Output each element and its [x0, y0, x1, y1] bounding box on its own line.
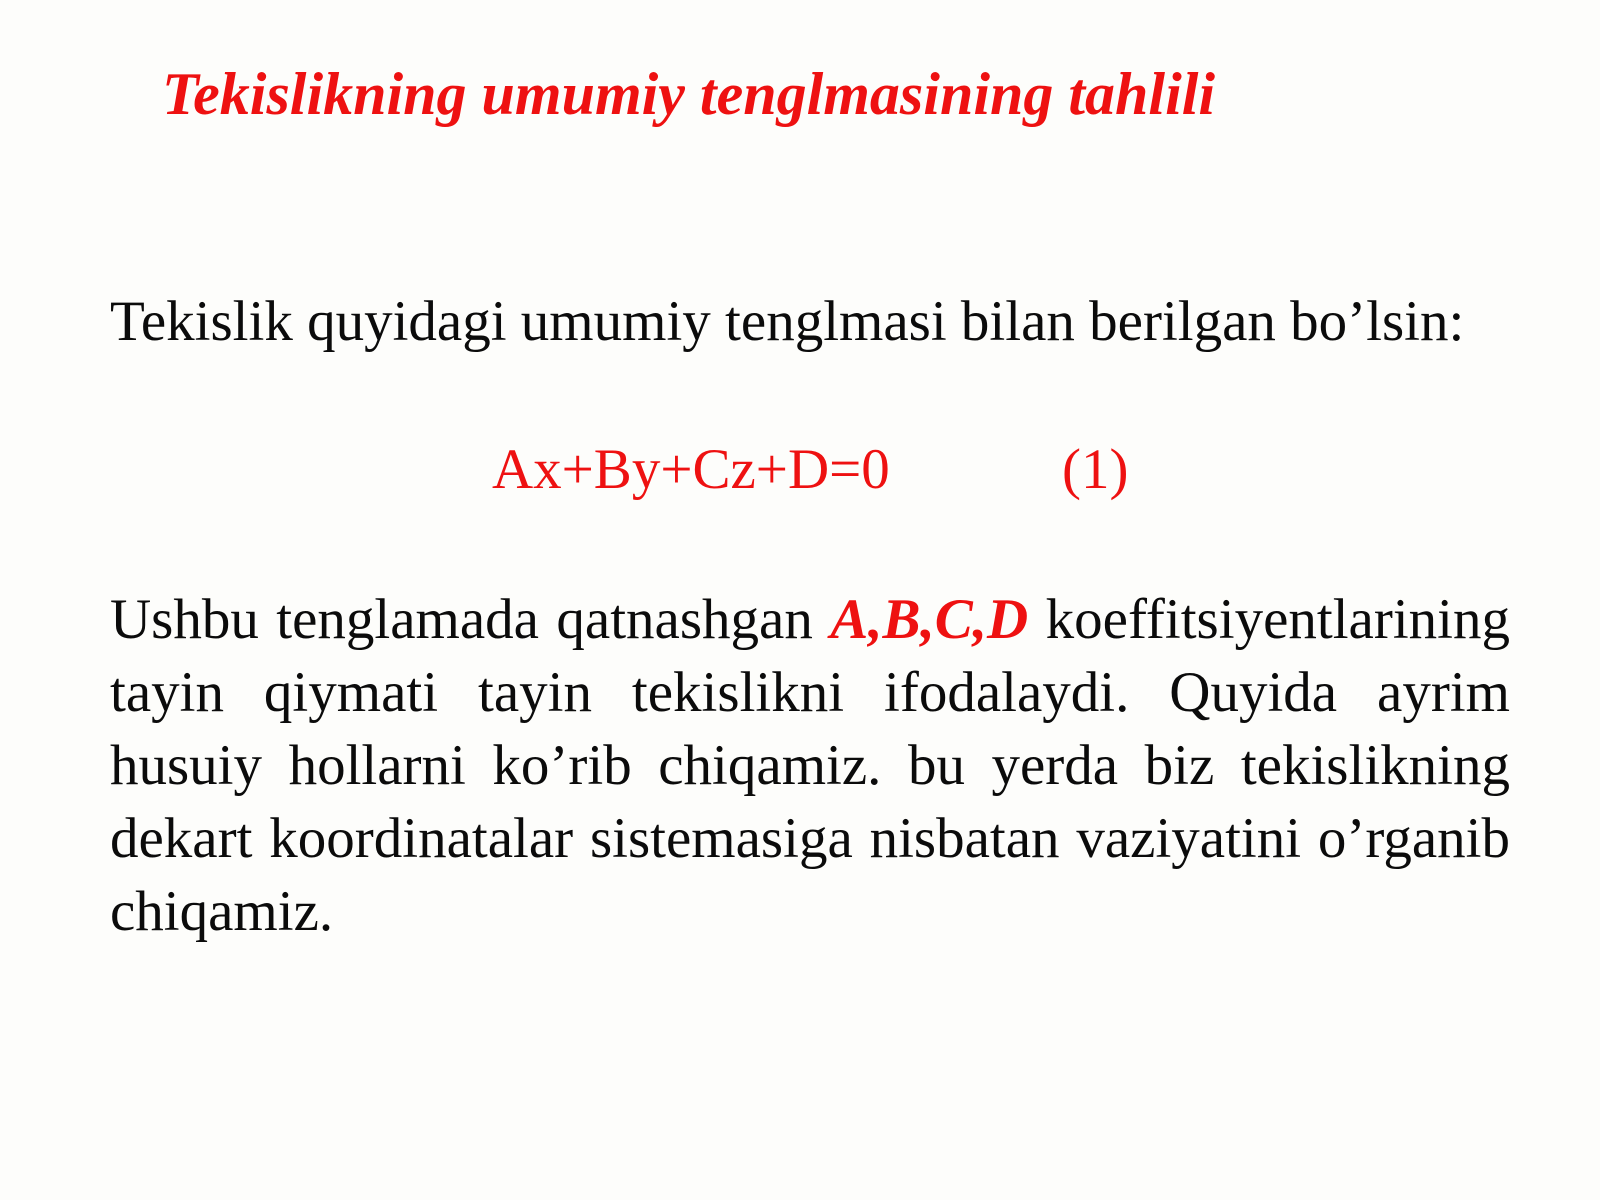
equation-row [0, 432, 1600, 507]
plane-equation: Ax+By+Cz+D=0 [492, 438, 890, 501]
coefficients-highlight: A,B,C,D [830, 588, 1029, 651]
slide-title: Tekislikning umumiy tenglmasining tahlili [162, 61, 1216, 127]
intro-paragraph: Tekislik quyidagi umumiy tenglmasi bilan berilgan bo’lsin: [110, 290, 1465, 353]
body-paragraph [110, 583, 1510, 948]
body-text-start: Ushbu tenglamada qatnashgan [110, 588, 831, 651]
body-text-rest: koeffitsiyentlarining tayin qiymati tayin tekislikni ifodalaydi. Quyida ayrim husuiy hollarni ko’rib chiqamiz. bu yerda biz tekislikning dekart koordinatalar sistemasiga nisbatan vaziyatini o’rganib chiqamiz. [110, 588, 1510, 943]
equation-number: (1) [1062, 438, 1129, 501]
